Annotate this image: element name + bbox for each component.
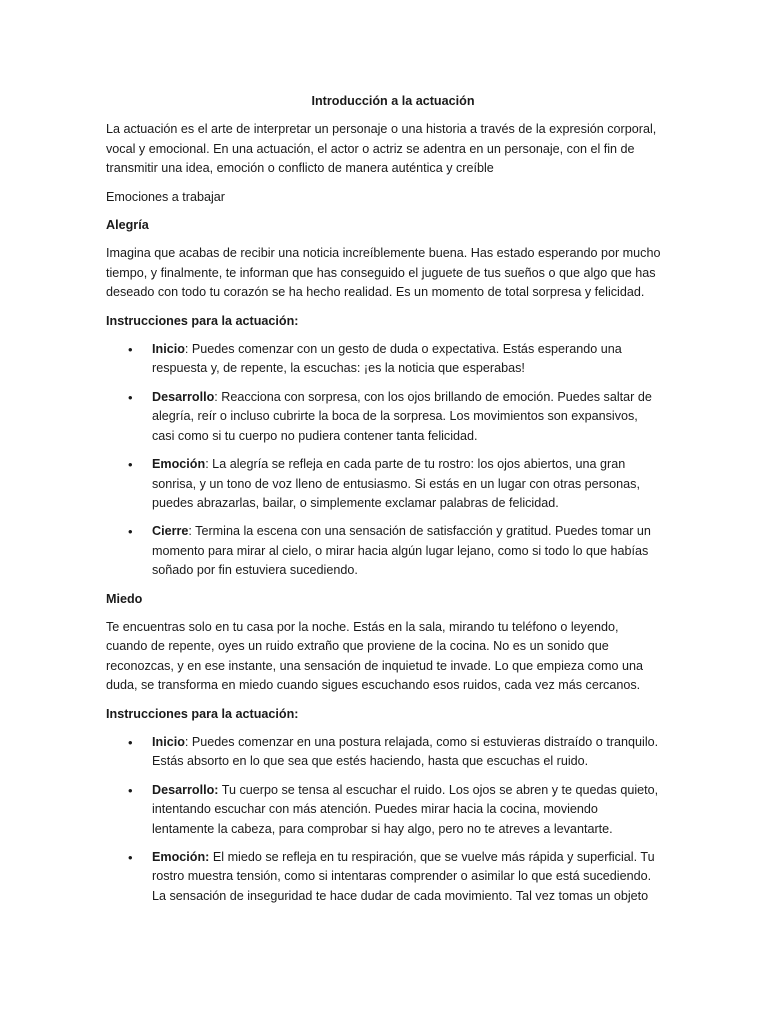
item-term: Desarrollo: <box>152 782 219 797</box>
section-description: Te encuentras solo en tu casa por la noche. Estás en la sala, mirando tu teléfono o leyendo, cuando de repente, oyes un ruido extraño que proviene de la cocina. No es un sonido que reconozcas, y en ese instante, una sensación de inquietud te invade. Lo que empieza como una duda, se transforma en miedo cuando sigues escuchando esos ruidos, cada vez más cercanos. <box>106 619 643 693</box>
intro-paragraph: La actuación es el arte de interpretar un personaje o una historia a través de la expresión corporal, vocal y emocional. En una actuación, el actor o actriz se adentra en un personaje, con el fin de transmitir una idea, emoción o conflicto de manera auténtica y creíble <box>106 122 657 176</box>
item-text: : La alegría se refleja en cada parte de tu rostro: los ojos abiertos, una gran sonrisa, y un tono de voz lleno de entusiasmo. Si estás en un lugar con otras personas, puedes abrazarlas, bailar, o simplemente exclamar palabras de felicidad. <box>152 457 640 510</box>
emotions-label: Emociones a trabajar <box>106 189 226 204</box>
list-item <box>106 388 662 446</box>
item-term: Emoción <box>152 457 206 472</box>
item-text: : Puedes comenzar con un gesto de duda o expectativa. Estás esperando una respuesta y, de repente, la escuchas: ¡es la noticia que esperabas! <box>152 342 622 376</box>
item-text: Tu cuerpo se tensa al escuchar el ruido. Los ojos se abren y te quedas quieto, intentando escuchar con más atención. Puedes mirar hacia la cocina, moviendo lentamente la cabeza, para comprobar si hay algo, pero no te atreves a levantarte. <box>152 782 659 836</box>
item-term: Cierre <box>152 524 189 539</box>
list-item <box>106 455 662 513</box>
section-heading: Miedo <box>106 591 143 606</box>
item-text: : Puedes comenzar en una postura relajada, como si estuvieras distraído o tranquilo. Estás absorto en lo que sea que estés haciendo, hasta que escuchas el ruido. <box>152 734 659 769</box>
section-alegria <box>106 216 662 581</box>
item-term: Emoción: <box>152 850 210 864</box>
instructions-heading: Instrucciones para la actuación: <box>106 706 299 721</box>
item-text: : Reacciona con sorpresa, con los ojos brillando de emoción. Puedes saltar de alegría, reír o incluso cubrirte la boca de la sorpresa. Los movimientos son expansivos, casi como si tu cuerpo no pudiera contener tanta felicidad. <box>152 389 652 443</box>
item-term: Inicio <box>152 342 185 357</box>
list-item <box>106 733 662 772</box>
item-term: Inicio <box>152 734 185 749</box>
list-item <box>106 848 662 906</box>
section-heading: Alegría <box>106 218 149 233</box>
document-title: Introducción a la actuación <box>311 94 475 108</box>
item-text: El miedo se refleja en tu respiración, que se vuelve más rápida y superficial. Tu rostro muestra tensión, como si intentaras comprender o asimilar lo que está sucediendo. La sensación de inseguridad te hace dudar de cada movimiento. Tal vez tomas un objeto <box>152 850 655 903</box>
section-description: Imagina que acabas de recibir una noticia increíblemente buena. Has estado esperando por mucho tiempo, y finalmente, te informan que has conseguido el juguete de tus sueños o que algo que has deseado con todo tu corazón se ha hecho realidad. Es un momento de total sorpresa y felicidad. <box>106 246 661 300</box>
list-item <box>106 522 662 580</box>
section-miedo <box>106 590 662 907</box>
item-term: Desarrollo <box>152 389 215 404</box>
list-item <box>106 340 662 379</box>
item-text: : Termina la escena con una sensación de satisfacción y gratitud. Puedes tomar un momento para mirar al cielo, o mirar hacia algún lugar lejano, como si todo lo que habías soñado por fin estuviera sucediendo. <box>152 524 651 578</box>
instructions-heading: Instrucciones para la actuación: <box>106 313 299 328</box>
instructions-list <box>106 340 662 580</box>
list-item <box>106 781 662 839</box>
instructions-list <box>106 733 662 906</box>
